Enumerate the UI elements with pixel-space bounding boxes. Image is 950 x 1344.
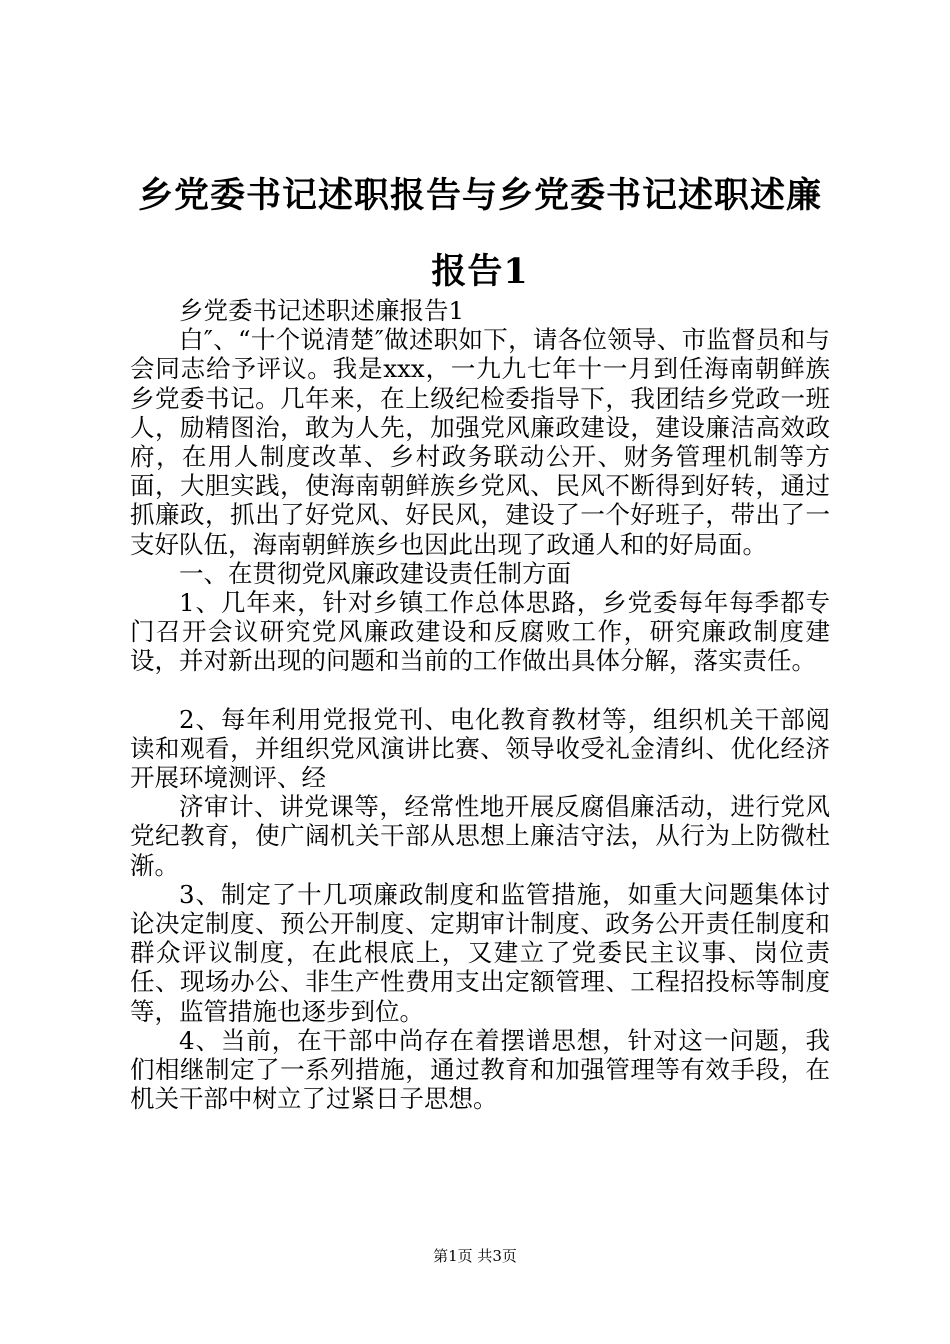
- paragraph-item-1: 1、几年来，针对乡镇工作总体思路，乡党委每年每季都专门召开会议研究党风廉政建设和反腐败工作，研究廉政制度建设，并对新出现的问题和当前的工作做出具体分解，落实责任。: [130, 588, 830, 676]
- paragraph-subtitle: 乡党委书记述职述廉报告1: [179, 296, 465, 325]
- paragraph-item-4: 4、当前，在干部中尚存在着摆谱思想，针对这一问题，我们相继制定了一系列措施，通过教育和加强管理等有效手段，在机关干部中树立了过紧日子思想。: [130, 1025, 830, 1114]
- paragraph-item-2: 2、每年利用党报党刊、电化教育教材等，组织机关干部阅读和观看，并组织党风演讲比赛、领导收受礼金清纠、优化经济开展环境测评、经: [130, 704, 830, 793]
- section-heading: 一、在贯彻党风廉政建设责任制方面: [179, 558, 571, 588]
- paragraph-item-3: 3、制定了十几项廉政制度和监管措施，如重大问题集体讨论决定制度、预公开制度、定期审计制度、政务公开责任制度和群众评议制度，在此根底上，又建立了党委民主议事、岗位责任、现场办公、非生产性费用支出定额管理、工程招投标等制度等，监管措施也逐步到位。: [130, 879, 830, 1026]
- document-title: 乡党委书记述职报告与乡党委书记述职述廉报告1: [137, 175, 822, 292]
- document-body: [130, 296, 830, 1113]
- paragraph-item-2-continued: 济审计、讲党课等，经常性地开展反腐倡廉活动，进行党风党纪教育，使广阔机关干部从思想上廉洁守法，从行为上防微杜渐。: [130, 792, 830, 880]
- paragraph-intro: 白″、“十个说清楚″做述职如下，请各位领导、市监督员和与会同志给予评议。我是xxx，一九九七年十一月到任海南朝鲜族乡党委书记。几年来，在上级纪检委指导下，我团结乡党政一班人，励精图治，敢为人先，加强党风廉政建设，建设廉洁高效政府，在用人制度改革、乡村政务联动公开、财务管理机制等方面，大胆实践，使海南朝鲜族乡党风、民风不断得到好转，通过抓廉政，抓出了好党风、好民风，建设了一个好班子，带出了一支好队伍，海南朝鲜族乡也因此出现了政通人和的好局面。: [130, 325, 830, 559]
- page-footer: 第1页 共3页: [433, 1247, 517, 1265]
